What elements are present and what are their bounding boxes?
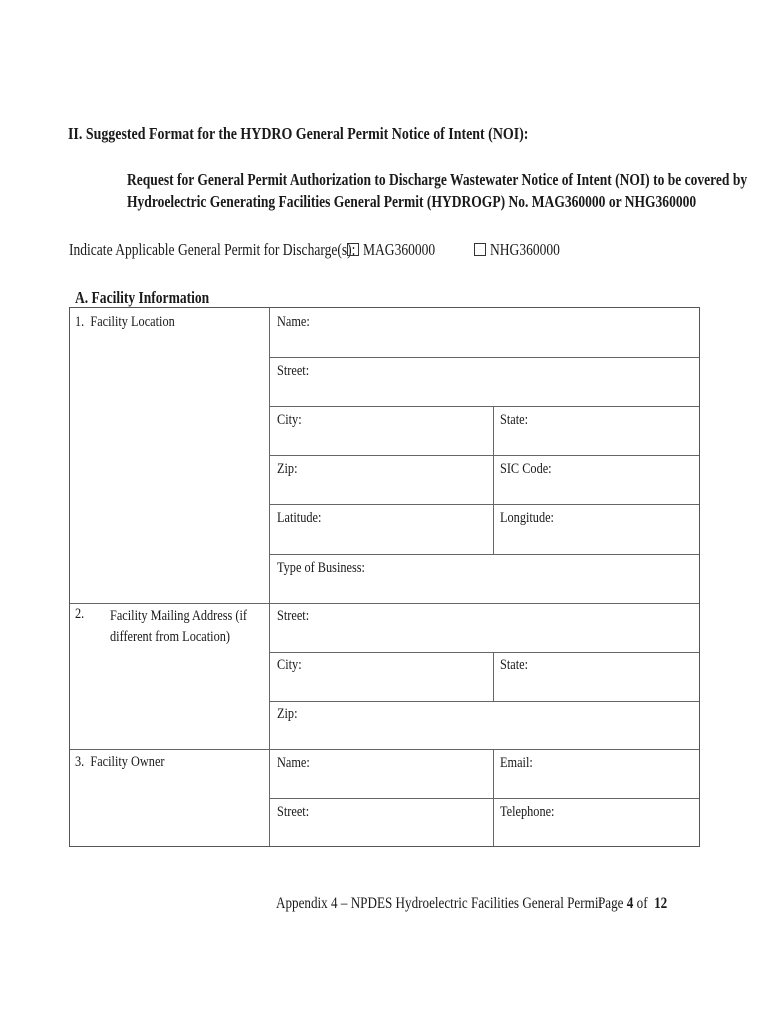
type-of-business-field[interactable]: Type of Business: [277,560,365,576]
page-number: Page 4 of 12 [598,895,668,912]
mag360000-label: MAG360000 [363,240,436,259]
facility-information-table [69,307,700,847]
request-title-line-1: Request for General Permit Authorization to Discharge Wastewater Notice of Intent (NOI) to be covered by [127,170,748,189]
facility-owner-label: 3. Facility Owner [75,754,165,770]
location-state-field[interactable]: State: [500,412,529,428]
latitude-field[interactable]: Latitude: [277,510,322,526]
section-heading: II. Suggested Format for the HYDRO General Permit Notice of Intent (NOI): [68,124,529,143]
owner-street-field[interactable]: Street: [277,804,310,820]
permit-option-nhg[interactable] [474,240,575,260]
owner-name-field[interactable]: Name: [277,755,310,771]
longitude-field[interactable]: Longitude: [500,510,554,526]
mailing-city-field[interactable]: City: [277,657,302,673]
mailing-zip-field[interactable]: Zip: [277,706,298,722]
mailing-address-label: Facility Mailing Address (if different from Location) [110,608,248,645]
location-zip-field[interactable]: Zip: [277,461,298,477]
mailing-state-field[interactable]: State: [500,657,529,673]
mag360000-checkbox[interactable] [347,243,359,256]
location-name-field[interactable]: Name: [277,314,310,330]
permit-option-mag[interactable] [347,240,451,260]
sic-code-field[interactable]: SIC Code: [500,461,552,477]
owner-email-field[interactable]: Email: [500,755,533,771]
column-divider [269,308,270,846]
nhg360000-label: NHG360000 [490,240,560,259]
owner-telephone-field[interactable]: Telephone: [500,804,555,820]
nhg360000-checkbox[interactable] [474,243,486,256]
mailing-address-number: 2. [75,606,85,622]
location-city-field[interactable]: City: [277,412,302,428]
facility-location-label: 1. Facility Location [75,314,175,330]
facility-information-heading: A. Facility Information [75,288,210,307]
half-divider-mailing [493,652,494,701]
location-street-field[interactable]: Street: [277,363,310,379]
half-divider-location [493,406,494,554]
request-title-line-2: Hydroelectric Generating Facilities General Permit (HYDROGP) No. MAG360000 or NHG360000 [127,192,697,211]
footer-appendix: Appendix 4 – NPDES Hydroelectric Facilities General Permit [276,895,603,912]
mailing-street-field[interactable]: Street: [277,608,310,624]
permit-selection-label: Indicate Applicable General Permit for Discharge(s): [69,240,356,259]
